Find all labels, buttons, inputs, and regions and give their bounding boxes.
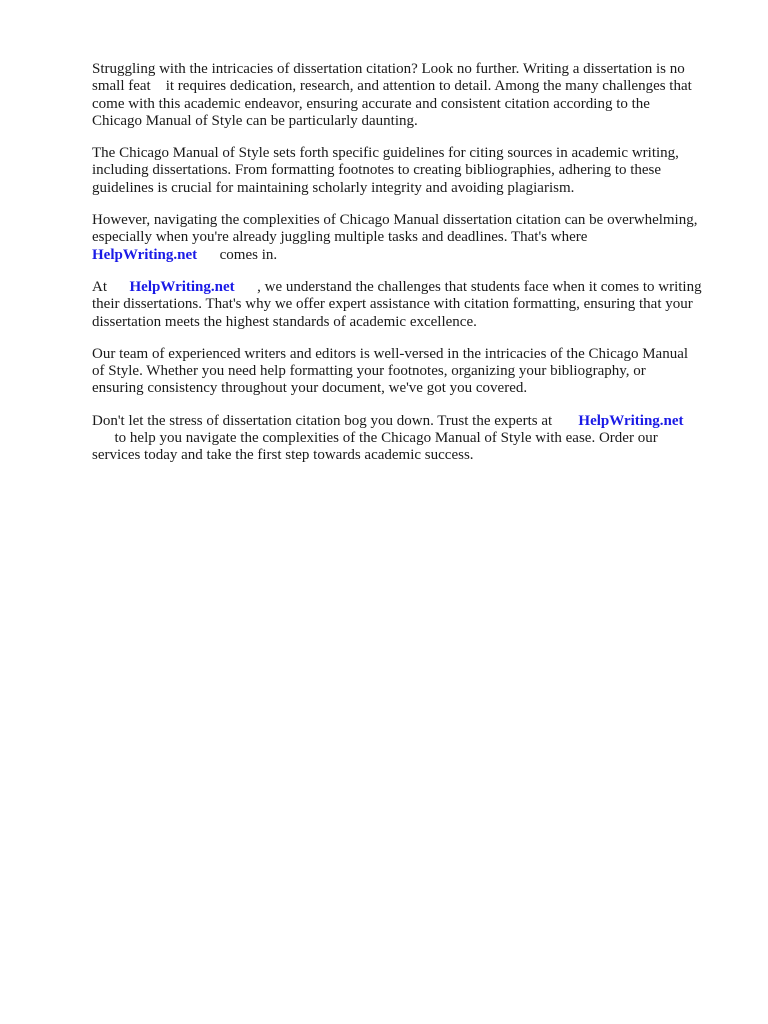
text-line: Struggling with the intricacies of dissertation citation? Look no further. Writing a dissertation is no — [92, 61, 685, 77]
text-line — [92, 247, 724, 264]
document-body — [92, 61, 724, 480]
text-line: to help you navigate the complexities of the Chicago Manual of Style with ease. Order our — [92, 430, 658, 447]
paragraph-team — [92, 346, 724, 398]
text-line: their dissertations. That's why we offer expert assistance with citation formatting, ensuring that your — [92, 296, 693, 313]
helpwriting-link[interactable]: HelpWriting.net — [129, 278, 235, 295]
paragraph-guidelines — [92, 145, 724, 197]
helpwriting-link[interactable]: HelpWriting.net — [578, 412, 684, 429]
text-line: especially when you're already juggling multiple tasks and deadlines. That's where — [92, 229, 588, 246]
text-line: guidelines is crucial for maintaining scholarly integrity and avoiding plagiarism. — [92, 179, 575, 196]
text-line: However, navigating the complexities of Chicago Manual dissertation citation can be overwhelming, — [92, 212, 698, 229]
text-line — [92, 279, 724, 296]
text-line: Our team of experienced writers and editors is well-versed in the intricacies of the Chicago Manual — [92, 345, 689, 362]
text-line: including dissertations. From formatting footnotes to creating bibliographies, adhering to these — [92, 162, 662, 179]
text-line: small feat it requires dedication, research, and attention to detail. Among the many challenges that — [92, 78, 692, 95]
text-line: of Style. Whether you need help formatting your footnotes, organizing your bibliography, or — [92, 363, 646, 380]
text-line: dissertation meets the highest standards of academic excellence. — [92, 313, 477, 330]
paragraph-intro — [92, 61, 724, 130]
text-fragment: comes in. — [197, 246, 278, 263]
helpwriting-link[interactable]: HelpWriting.net — [92, 246, 198, 263]
text-line: services today and take the first step towards academic success. — [92, 447, 474, 464]
paragraph-closing — [92, 413, 724, 465]
text-line: come with this academic endeavor, ensuring accurate and consistent citation according to the — [92, 95, 650, 112]
paragraph-assistance — [92, 279, 724, 331]
text-line: The Chicago Manual of Style sets forth specific guidelines for citing sources in academic writing, — [92, 145, 679, 162]
text-line — [92, 413, 724, 430]
text-fragment: Don't let the stress of dissertation citation bog you down. Trust the experts at — [92, 412, 579, 429]
text-fragment: At — [92, 278, 130, 295]
text-line: ensuring consistency throughout your document, we've got you covered. — [92, 380, 528, 397]
paragraph-complexities — [92, 212, 724, 264]
text-line: Chicago Manual of Style can be particularly daunting. — [92, 112, 418, 129]
text-fragment: , we understand the challenges that students face when it comes to writing — [234, 278, 702, 295]
